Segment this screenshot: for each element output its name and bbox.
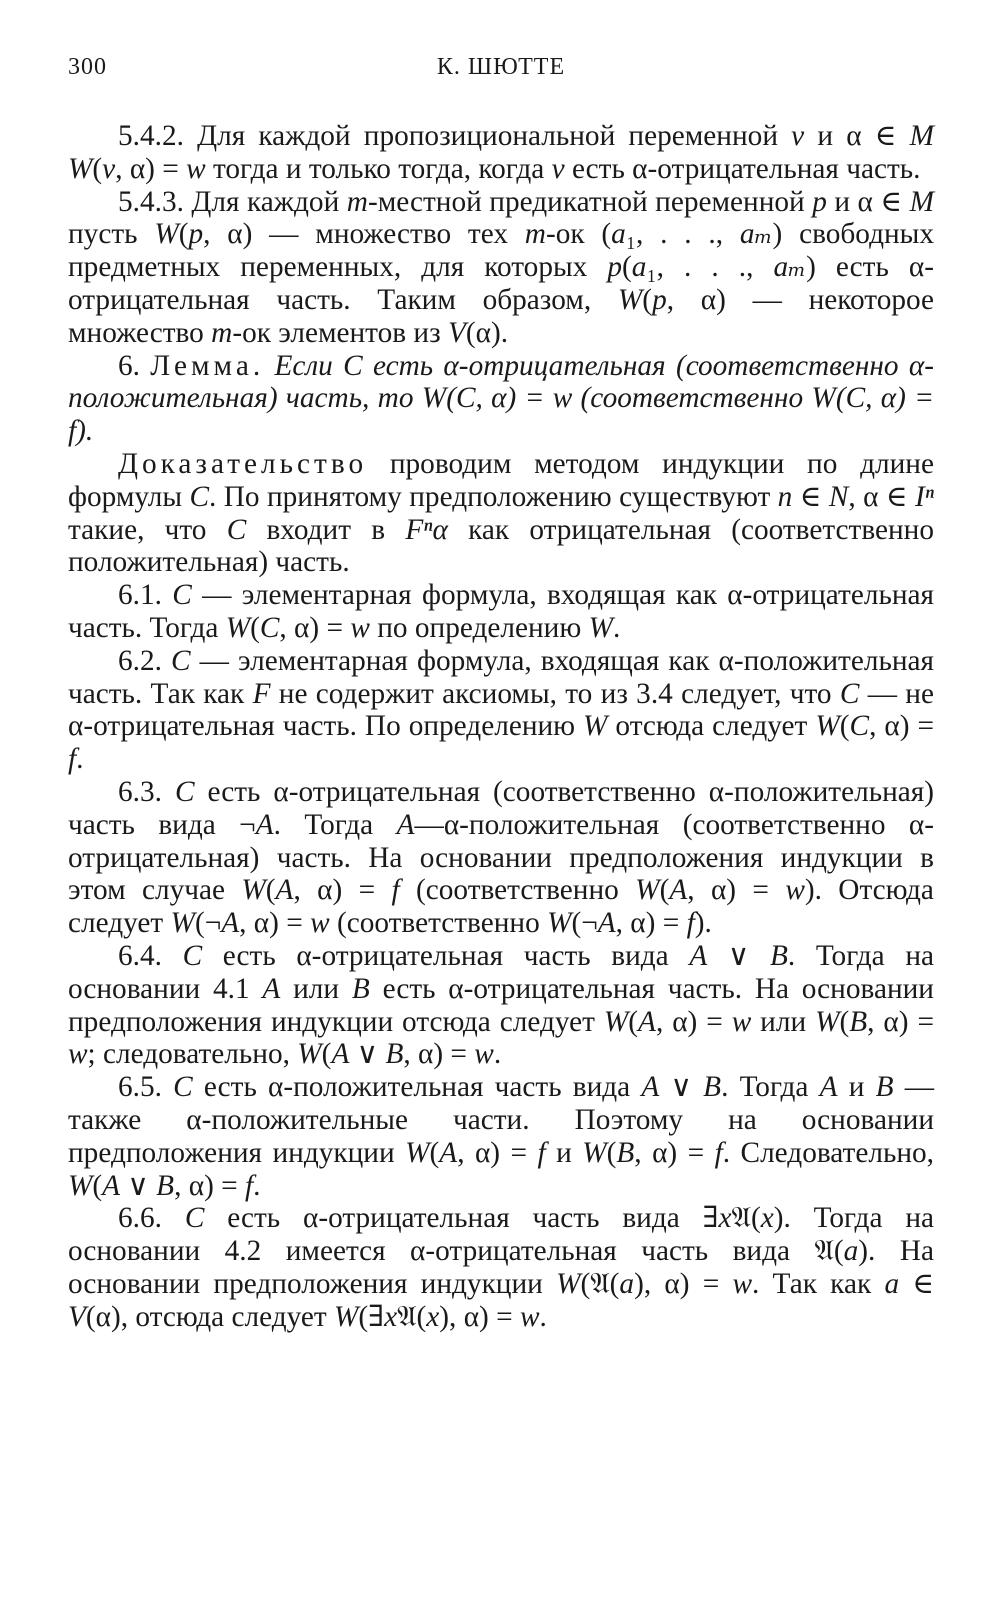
running-title: К. ШЮТТЕ	[436, 54, 566, 80]
text-span: (	[321, 1038, 332, 1071]
text-span: — не α-отрицательная часть. По определению	[68, 677, 934, 743]
text-span: v	[791, 120, 805, 152]
text-span: a	[619, 1267, 635, 1300]
text-span: ).	[694, 907, 712, 940]
text-span: W	[170, 907, 195, 940]
text-span: . По принятому предположению существуют	[209, 480, 778, 513]
text-span: B	[703, 1071, 722, 1104]
text-span: A	[262, 972, 281, 1005]
text-span: w	[519, 1300, 540, 1333]
text-span: 𝔄(	[731, 1202, 761, 1235]
text-span: w	[732, 1267, 752, 1300]
text-span: a	[843, 1235, 859, 1268]
text-span: . Так как	[752, 1267, 885, 1300]
text-span: B	[385, 1038, 404, 1071]
text-span: ). Отсюда следует	[68, 874, 934, 940]
text-span: a	[884, 1267, 900, 1300]
text-span: (∃	[358, 1300, 385, 1333]
text-span: и α ∈	[804, 120, 910, 152]
text-span: — элементарная формула, входящая как α-отрицательная часть. Тогда	[68, 579, 934, 644]
paragraph-p-proof	[68, 448, 934, 579]
text-span: N	[828, 480, 849, 513]
text-span: f	[686, 907, 695, 940]
text-span: A	[689, 939, 708, 972]
text-span: p	[652, 283, 667, 316]
text-span: C	[171, 644, 191, 677]
text-span: . Тогда	[273, 808, 397, 841]
text-span: , α) =	[687, 874, 786, 907]
text-span: есть α-отрицательная часть вида	[202, 939, 690, 972]
paragraph-p-6-6	[68, 1202, 934, 1333]
text-span: , α) — некоторое множество	[68, 283, 934, 349]
text-span: B	[769, 939, 788, 972]
text-span: —α-положительная (соответственно α-отрицательная) часть. На основании предположения индукции в этом случае	[68, 808, 935, 907]
text-span: A	[396, 808, 415, 841]
text-span: ₘ	[788, 251, 807, 284]
text-span: как отрицательная (соответственно положительная) часть.	[68, 513, 934, 579]
text-span: .	[539, 1300, 547, 1333]
text-span: по определению	[369, 611, 589, 644]
text-span: (	[622, 251, 632, 284]
text-span: C	[182, 939, 203, 972]
text-span: Fⁿα	[405, 513, 448, 546]
text-span: W	[225, 611, 251, 644]
text-span: , α) — множество тех	[203, 218, 525, 251]
text-span: , α) =	[457, 1136, 538, 1169]
text-span: x	[760, 1202, 774, 1235]
text-span: (	[92, 152, 103, 185]
text-span: A	[439, 1136, 458, 1169]
text-span: 6.1.	[118, 579, 173, 612]
text-span: (	[659, 874, 670, 907]
text-span: v	[551, 152, 565, 185]
text-span: 6.4.	[118, 939, 183, 972]
text-span: F	[252, 677, 271, 710]
text-span: ). На основании предположения индукции	[68, 1235, 934, 1300]
paragraph-p-6	[68, 350, 934, 448]
text-span: ) есть α-отрицательная часть. Таким образом,	[68, 251, 934, 316]
text-span: W	[297, 1038, 322, 1071]
text-span: Доказательство	[118, 447, 368, 480]
text-span: x	[426, 1300, 440, 1333]
text-span: 6.2.	[118, 644, 172, 677]
text-span: p	[812, 185, 827, 218]
text-span: p	[188, 218, 204, 251]
text-span: проводим методом индукции по длине формулы	[68, 447, 934, 513]
text-span: ∨	[349, 1038, 386, 1071]
text-span: , α) =	[174, 1169, 246, 1202]
text-span: (	[178, 218, 189, 251]
text-span: Лемма.	[150, 349, 265, 382]
text-span: w	[68, 1038, 88, 1071]
text-span: W	[547, 907, 572, 940]
page-header	[68, 54, 934, 94]
text-span: Если C есть α-отрицательная (соответственно α-положительная) часть, то W(C, α) = w (соответственно W(C, α) = f).	[68, 349, 935, 448]
text-span: .	[493, 1038, 502, 1071]
text-span: (	[606, 1136, 617, 1169]
text-span: p	[607, 251, 623, 284]
text-span: , α) =	[634, 1136, 715, 1169]
text-span: w	[474, 1038, 494, 1071]
text-span: . Тогда	[721, 1071, 820, 1104]
text-span: 6.3.	[118, 775, 175, 808]
text-span: A	[638, 1005, 656, 1038]
text-span: C	[189, 480, 210, 513]
text-span: есть α-отрицательная (соответственно α-положительная) часть вида ¬	[68, 775, 934, 841]
text-span: W	[68, 1169, 93, 1202]
text-span: есть α-отрицательная часть.	[564, 152, 921, 185]
text-span: есть α-отрицательная часть вида ∃	[204, 1202, 719, 1235]
text-span: W	[603, 1005, 629, 1038]
text-span: (	[429, 1136, 440, 1169]
text-span: , α ∈	[848, 480, 916, 513]
text-span: C	[173, 1071, 193, 1104]
text-span: W	[334, 1300, 359, 1333]
text-span: (α).	[465, 316, 509, 349]
text-span: B	[156, 1169, 175, 1202]
text-span: C	[226, 513, 247, 546]
text-span: (	[250, 611, 260, 644]
text-span: , α) =	[869, 710, 934, 743]
text-span: (	[265, 874, 276, 907]
text-span: W	[241, 874, 266, 907]
text-span: C	[259, 611, 280, 644]
page-body	[68, 120, 934, 1333]
text-span: C	[839, 677, 860, 710]
text-span: не содержит аксиомы, то из 3.4 следует, что	[270, 677, 840, 710]
text-span: M W	[68, 120, 934, 185]
text-span: 6.5.	[118, 1071, 174, 1104]
text-span: a	[773, 251, 789, 284]
text-span: A	[669, 874, 688, 907]
text-span: ∨	[707, 939, 770, 972]
text-span: A	[597, 907, 616, 940]
text-span: ∈	[792, 480, 829, 513]
text-span: или	[751, 1005, 816, 1038]
text-span: w	[310, 907, 330, 940]
text-span: x	[718, 1202, 732, 1235]
text-span: ₁, . . .,	[646, 251, 774, 284]
paragraph-p-6-3	[68, 776, 934, 940]
text-span: Iⁿ	[915, 480, 935, 513]
paragraph-p-6-4	[68, 940, 934, 1071]
text-span: f	[245, 1169, 254, 1202]
text-span: (	[628, 1005, 639, 1038]
text-span: A	[641, 1071, 660, 1104]
text-span: B	[616, 1136, 635, 1169]
paragraph-p-6-1	[68, 579, 934, 645]
text-span: есть α-положительная часть вида	[192, 1071, 642, 1104]
text-span: a	[739, 218, 755, 251]
text-span: B	[849, 1005, 868, 1038]
text-span: . Следовательно,	[722, 1136, 934, 1169]
text-span: (соответственно	[329, 907, 548, 940]
text-span: .	[612, 611, 621, 644]
text-span: A	[102, 1169, 121, 1202]
text-span: 6.6.	[118, 1202, 185, 1235]
text-span: W	[617, 283, 643, 316]
text-span: W	[635, 874, 660, 907]
text-span: (соответственно	[399, 874, 636, 907]
text-span: f	[391, 874, 400, 907]
text-span: (	[839, 710, 850, 743]
text-span: 5.4.2. Для каждой пропозициональной переменной	[118, 120, 792, 152]
text-span: C	[172, 579, 192, 612]
text-span: (α), отсюда следует	[85, 1300, 335, 1333]
text-span: — элементарная формула, входящая как α-положительная часть. Так как	[68, 644, 934, 710]
text-span: V	[68, 1300, 86, 1333]
text-span: W	[582, 1136, 607, 1169]
text-span: 𝔄(	[397, 1300, 427, 1333]
text-span: , α) =	[403, 1038, 475, 1071]
text-span: W	[405, 1136, 430, 1169]
text-span: W	[815, 710, 840, 743]
text-span: и α ∈	[826, 185, 910, 218]
text-span: w	[731, 1005, 752, 1038]
text-span: W	[556, 1267, 581, 1300]
text-span: m	[211, 316, 233, 349]
text-span: (¬	[571, 907, 598, 940]
page-number: 300	[68, 54, 107, 80]
text-span: A	[819, 1071, 838, 1104]
text-span: x	[384, 1300, 398, 1333]
text-span: W	[154, 218, 179, 251]
text-span: f	[714, 1136, 723, 1169]
text-span: a	[631, 251, 647, 284]
text-span: , α) =	[867, 1005, 934, 1038]
text-span: , α) =	[655, 1005, 732, 1038]
text-span: -ок элементов из	[232, 316, 448, 349]
text-span: 6.	[118, 349, 151, 382]
text-span: ₁, . . .,	[625, 218, 740, 251]
text-span: M	[909, 185, 934, 218]
text-span: , α) =	[293, 874, 392, 907]
text-span: . Тогда на основании 4.1	[68, 939, 934, 1005]
text-span: -местной предикатной переменной	[367, 185, 813, 218]
text-span: (𝔄(	[580, 1267, 620, 1300]
text-span: такие, что	[68, 513, 227, 546]
text-span: ) свободных предметных переменных, для которых	[68, 218, 935, 284]
text-span: A	[255, 808, 274, 841]
text-span: C	[849, 710, 870, 743]
text-span: 5.4.3. Для каждой	[118, 185, 347, 218]
text-span: C	[174, 775, 195, 808]
text-span: , α) =	[239, 907, 311, 940]
text-span: B	[351, 972, 370, 1005]
text-span: , α) =	[115, 152, 187, 185]
text-span: ), α) =	[439, 1300, 520, 1333]
text-span: .	[253, 1169, 261, 1202]
text-span: f	[68, 743, 77, 776]
text-span: w	[350, 611, 370, 644]
text-span: отсюда следует	[607, 710, 816, 743]
text-span: ; следовательно,	[87, 1038, 298, 1071]
text-span: w	[785, 874, 805, 907]
text-span: W	[583, 710, 608, 743]
text-span: , α) =	[279, 611, 351, 644]
text-span: m	[346, 185, 368, 218]
text-span: входит в	[246, 513, 406, 546]
text-span: .	[76, 743, 84, 776]
text-span: A	[221, 907, 240, 940]
text-span: тогда и только тогда, когда	[205, 152, 552, 185]
text-span: ∨	[120, 1169, 157, 1202]
paragraph-p-6-2	[68, 645, 934, 776]
text-span: (	[839, 1005, 850, 1038]
text-span: f	[537, 1136, 546, 1169]
text-span: ). Тогда на основании 4.2 имеется α-отрицательная часть вида 𝔄(	[68, 1202, 935, 1268]
text-span: W	[815, 1005, 840, 1038]
text-span: W	[588, 611, 613, 644]
text-span: C	[184, 1202, 205, 1235]
text-span: и	[837, 1071, 876, 1104]
text-span: a	[611, 218, 626, 251]
paragraph-p-5-4-3	[68, 186, 934, 350]
text-span: v	[102, 152, 116, 185]
text-span: w	[186, 152, 206, 185]
text-span: , α) =	[615, 907, 687, 940]
text-span: A	[275, 874, 294, 907]
text-span: пусть	[68, 218, 155, 251]
text-span: V	[447, 316, 466, 349]
text-span: (¬	[194, 907, 222, 940]
text-span: — также α-положительные части. Поэтому на основании предположения индукции	[68, 1071, 935, 1169]
text-span: (	[92, 1169, 103, 1202]
text-span: или	[280, 972, 352, 1005]
text-span: m	[524, 218, 546, 251]
text-span: есть α-отрицательная часть. На основании предположения индукции отсюда следует	[68, 972, 934, 1038]
text-span: ∈	[899, 1267, 935, 1300]
text-span: ), α) =	[634, 1267, 733, 1300]
text-span: и	[545, 1136, 583, 1169]
text-span: ∨	[659, 1071, 704, 1104]
text-span: A	[331, 1038, 350, 1071]
text-span: -ок (	[545, 218, 612, 251]
text-span: ₘ	[754, 218, 773, 251]
text-span: n	[777, 480, 793, 513]
text-span: B	[875, 1071, 894, 1104]
text-span: (	[642, 283, 653, 316]
paragraph-p-5-4-2	[68, 120, 934, 186]
paragraph-p-6-5	[68, 1071, 934, 1202]
